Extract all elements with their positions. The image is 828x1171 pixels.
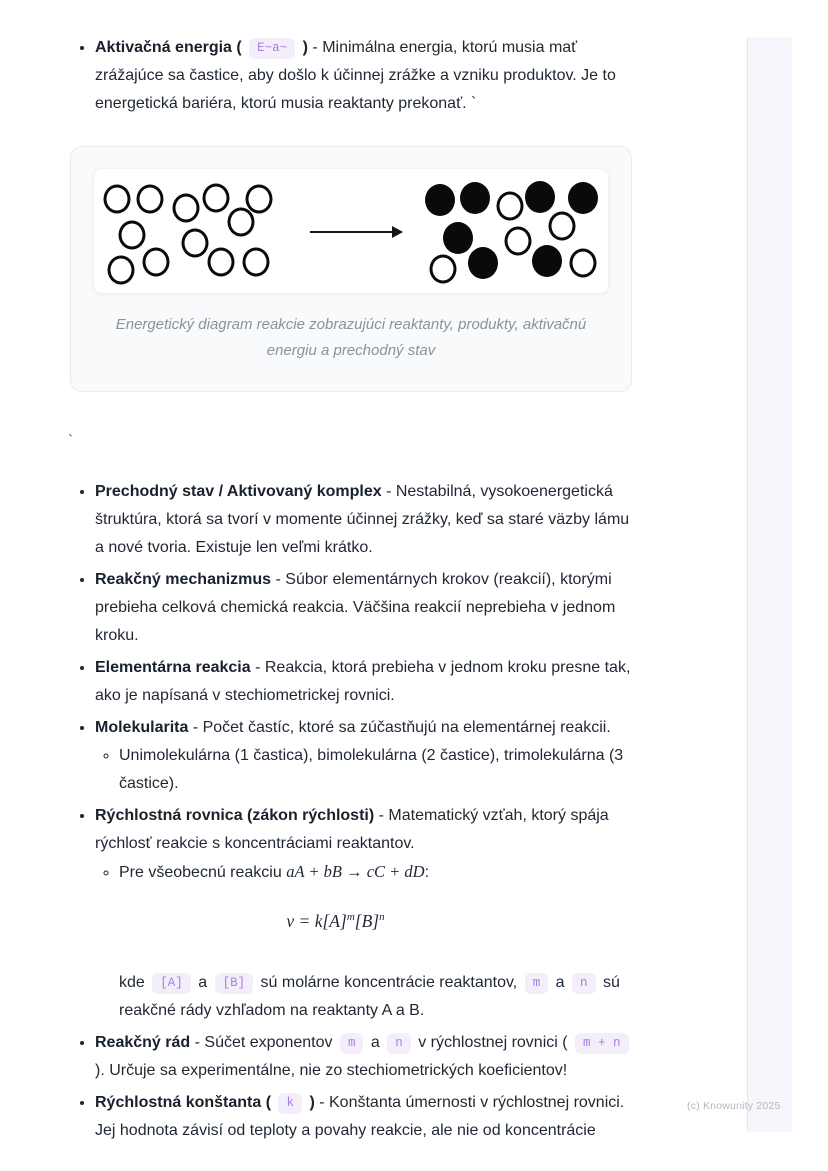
text-segment: kde	[119, 974, 150, 991]
reactant-particle-icon	[430, 255, 457, 284]
reactant-particle-icon	[119, 221, 146, 250]
term-item-rychlostna-rovnica	[95, 802, 636, 1025]
text-segment: Reakčný rád	[95, 1034, 191, 1051]
reactant-particle-icon	[208, 248, 235, 277]
intro-bullet-list	[60, 34, 636, 118]
reactant-particle-icon	[143, 248, 170, 277]
term-text	[95, 807, 609, 852]
text-segment: n	[379, 911, 385, 924]
figure-card	[70, 146, 632, 392]
reactant-particle-icon	[203, 184, 230, 213]
text-segment: - Konštanta úmernosti v rýchlostnej rovnici. Jej hodnota závisí od teploty a povahy reakcie, ale nie od koncentrácie	[95, 1094, 625, 1139]
reactant-particle-icon	[104, 185, 131, 214]
document-content	[60, 34, 636, 1149]
term-item-molekularita	[95, 714, 636, 798]
text-segment: a	[366, 1034, 385, 1051]
text-segment: - Minimálna energia, ktorú musia mať zrážajúce sa častice, aby došlo k účinnej zrážke a vzniku produktov. Je to energetická bariéra, ktorú musia reaktanty prekonať. `	[95, 39, 616, 112]
text-segment: aA + bB → cC + dD	[286, 862, 425, 881]
text-segment: Aktivačná energia (	[95, 39, 247, 56]
sub-item-vseobecna-reakcia	[119, 858, 636, 887]
reactant-particle-icon	[228, 208, 255, 237]
term-item-prechodny-stav	[95, 478, 636, 562]
inline-code-chip: m	[525, 973, 549, 994]
reactant-particle-icon	[549, 212, 576, 241]
product-particle-icon	[532, 245, 562, 277]
rate-law-note	[119, 969, 636, 1025]
text-segment: - Matematický vzťah, ktorý spája rýchlosť reakcie s koncentráciami reaktantov.	[95, 807, 609, 852]
rate-law-formula	[95, 907, 576, 935]
text-segment: - Súčet exponentov	[190, 1034, 337, 1051]
text-segment: )	[305, 1094, 315, 1111]
term-item-rychlostna-konstanta	[95, 1089, 636, 1145]
text-segment: Rýchlostná konštanta (	[95, 1094, 276, 1111]
reactant-particle-icon	[108, 256, 135, 285]
text-segment: [B]	[354, 911, 380, 931]
text-segment: v rýchlostnej rovnici (	[413, 1034, 573, 1051]
inline-code-chip: E~a~	[249, 38, 295, 59]
term-item-elementarna-reakcia	[95, 654, 636, 710]
reactant-particle-icon	[497, 192, 524, 221]
terms-bullet-list	[60, 478, 636, 1145]
reactant-particle-icon	[173, 194, 200, 223]
text-segment: Rýchlostná rovnica (zákon rýchlosti)	[95, 807, 375, 824]
reactant-particle-icon	[505, 227, 532, 256]
text-segment: a	[551, 974, 570, 991]
text-segment: - Reakcia, ktorá prebieha v jednom kroku presne tak, ako je napísaná v stechiometrickej rovnici.	[95, 659, 631, 704]
product-particle-icon	[468, 247, 498, 279]
text-segment: Prechodný stav / Aktivovaný komplex	[95, 483, 382, 500]
term-item-aktivacna-energia	[95, 34, 636, 118]
inline-code-chip: m	[340, 1033, 364, 1054]
text-segment: m	[346, 911, 355, 924]
inline-code-chip: m + n	[575, 1033, 629, 1054]
inline-code-chip: k	[278, 1093, 302, 1114]
text-segment: v = k[A]	[286, 911, 347, 931]
product-particle-icon	[460, 182, 490, 214]
text-segment: :	[424, 864, 430, 881]
sub-item-molekularita-types	[119, 742, 636, 798]
inline-code-chip: n	[387, 1033, 411, 1054]
sub-bullet-list	[95, 858, 636, 887]
inline-code-chip: [B]	[215, 973, 254, 994]
text-segment: a	[193, 974, 212, 991]
scrollbar-track[interactable]	[747, 37, 792, 1132]
stray-backtick: `	[68, 432, 73, 449]
figure-caption: Energetický diagram reakcie zobrazujúci reaktanty, produkty, aktivačnú energiu a prechodný stav	[115, 316, 587, 359]
reaction-arrow-icon	[310, 231, 392, 233]
text-segment: - Súbor elementárnych krokov (reakcií), ktorými prebieha celková chemická reakcia. Väčšina reakcií neprebieha v jednom kroku.	[95, 571, 616, 644]
product-particle-icon	[425, 184, 455, 216]
copyright-watermark: (c) Knowunity 2025	[687, 1100, 781, 1112]
text-segment: sú molárne koncentrácie reaktantov,	[256, 974, 522, 991]
term-item-reakcny-rad	[95, 1029, 636, 1085]
term-item-reakcny-mechanizmus	[95, 566, 636, 650]
text-segment: sú reakčné rády vzhľadom na reaktanty A a B.	[119, 974, 620, 1019]
text-segment: Pre všeobecnú reakciu	[119, 864, 287, 881]
text-segment: - Nestabilná, vysokoenergetická štruktúra, ktorá sa tvorí v momente účinnej zrážky, keď sa staré väzby lámu a nové tvoria. Existuje len veľmi krátko.	[95, 483, 630, 556]
text-segment: ). Určuje sa experimentálne, nie zo stechiometrických koeficientov!	[95, 1062, 568, 1079]
reactant-particle-icon	[137, 185, 164, 214]
product-particle-icon	[443, 222, 473, 254]
text-segment: Molekularita	[95, 719, 189, 736]
text-segment: Elementárna reakcia	[95, 659, 251, 676]
reactant-particle-icon	[182, 229, 209, 258]
sub-bullet-list	[95, 742, 636, 798]
product-particle-icon	[525, 181, 555, 213]
text-segment: - Počet častíc, ktoré sa zúčastňujú na elementárnej reakcii.	[188, 719, 611, 736]
reactant-particle-icon	[570, 249, 597, 278]
text-segment: )	[298, 39, 308, 56]
reactant-particle-icon	[243, 248, 270, 277]
inline-code-chip: n	[572, 973, 596, 994]
reactant-particle-icon	[246, 185, 273, 214]
term-text	[95, 719, 611, 736]
text-segment: Reakčný mechanizmus	[95, 571, 272, 588]
reaction-diagram	[93, 168, 609, 294]
text-segment: Unimolekulárna (1 častica), bimolekulárna (2 častice), trimolekulárna (3 častice).	[119, 747, 624, 792]
inline-code-chip: [A]	[152, 973, 191, 994]
product-particle-icon	[568, 182, 598, 214]
